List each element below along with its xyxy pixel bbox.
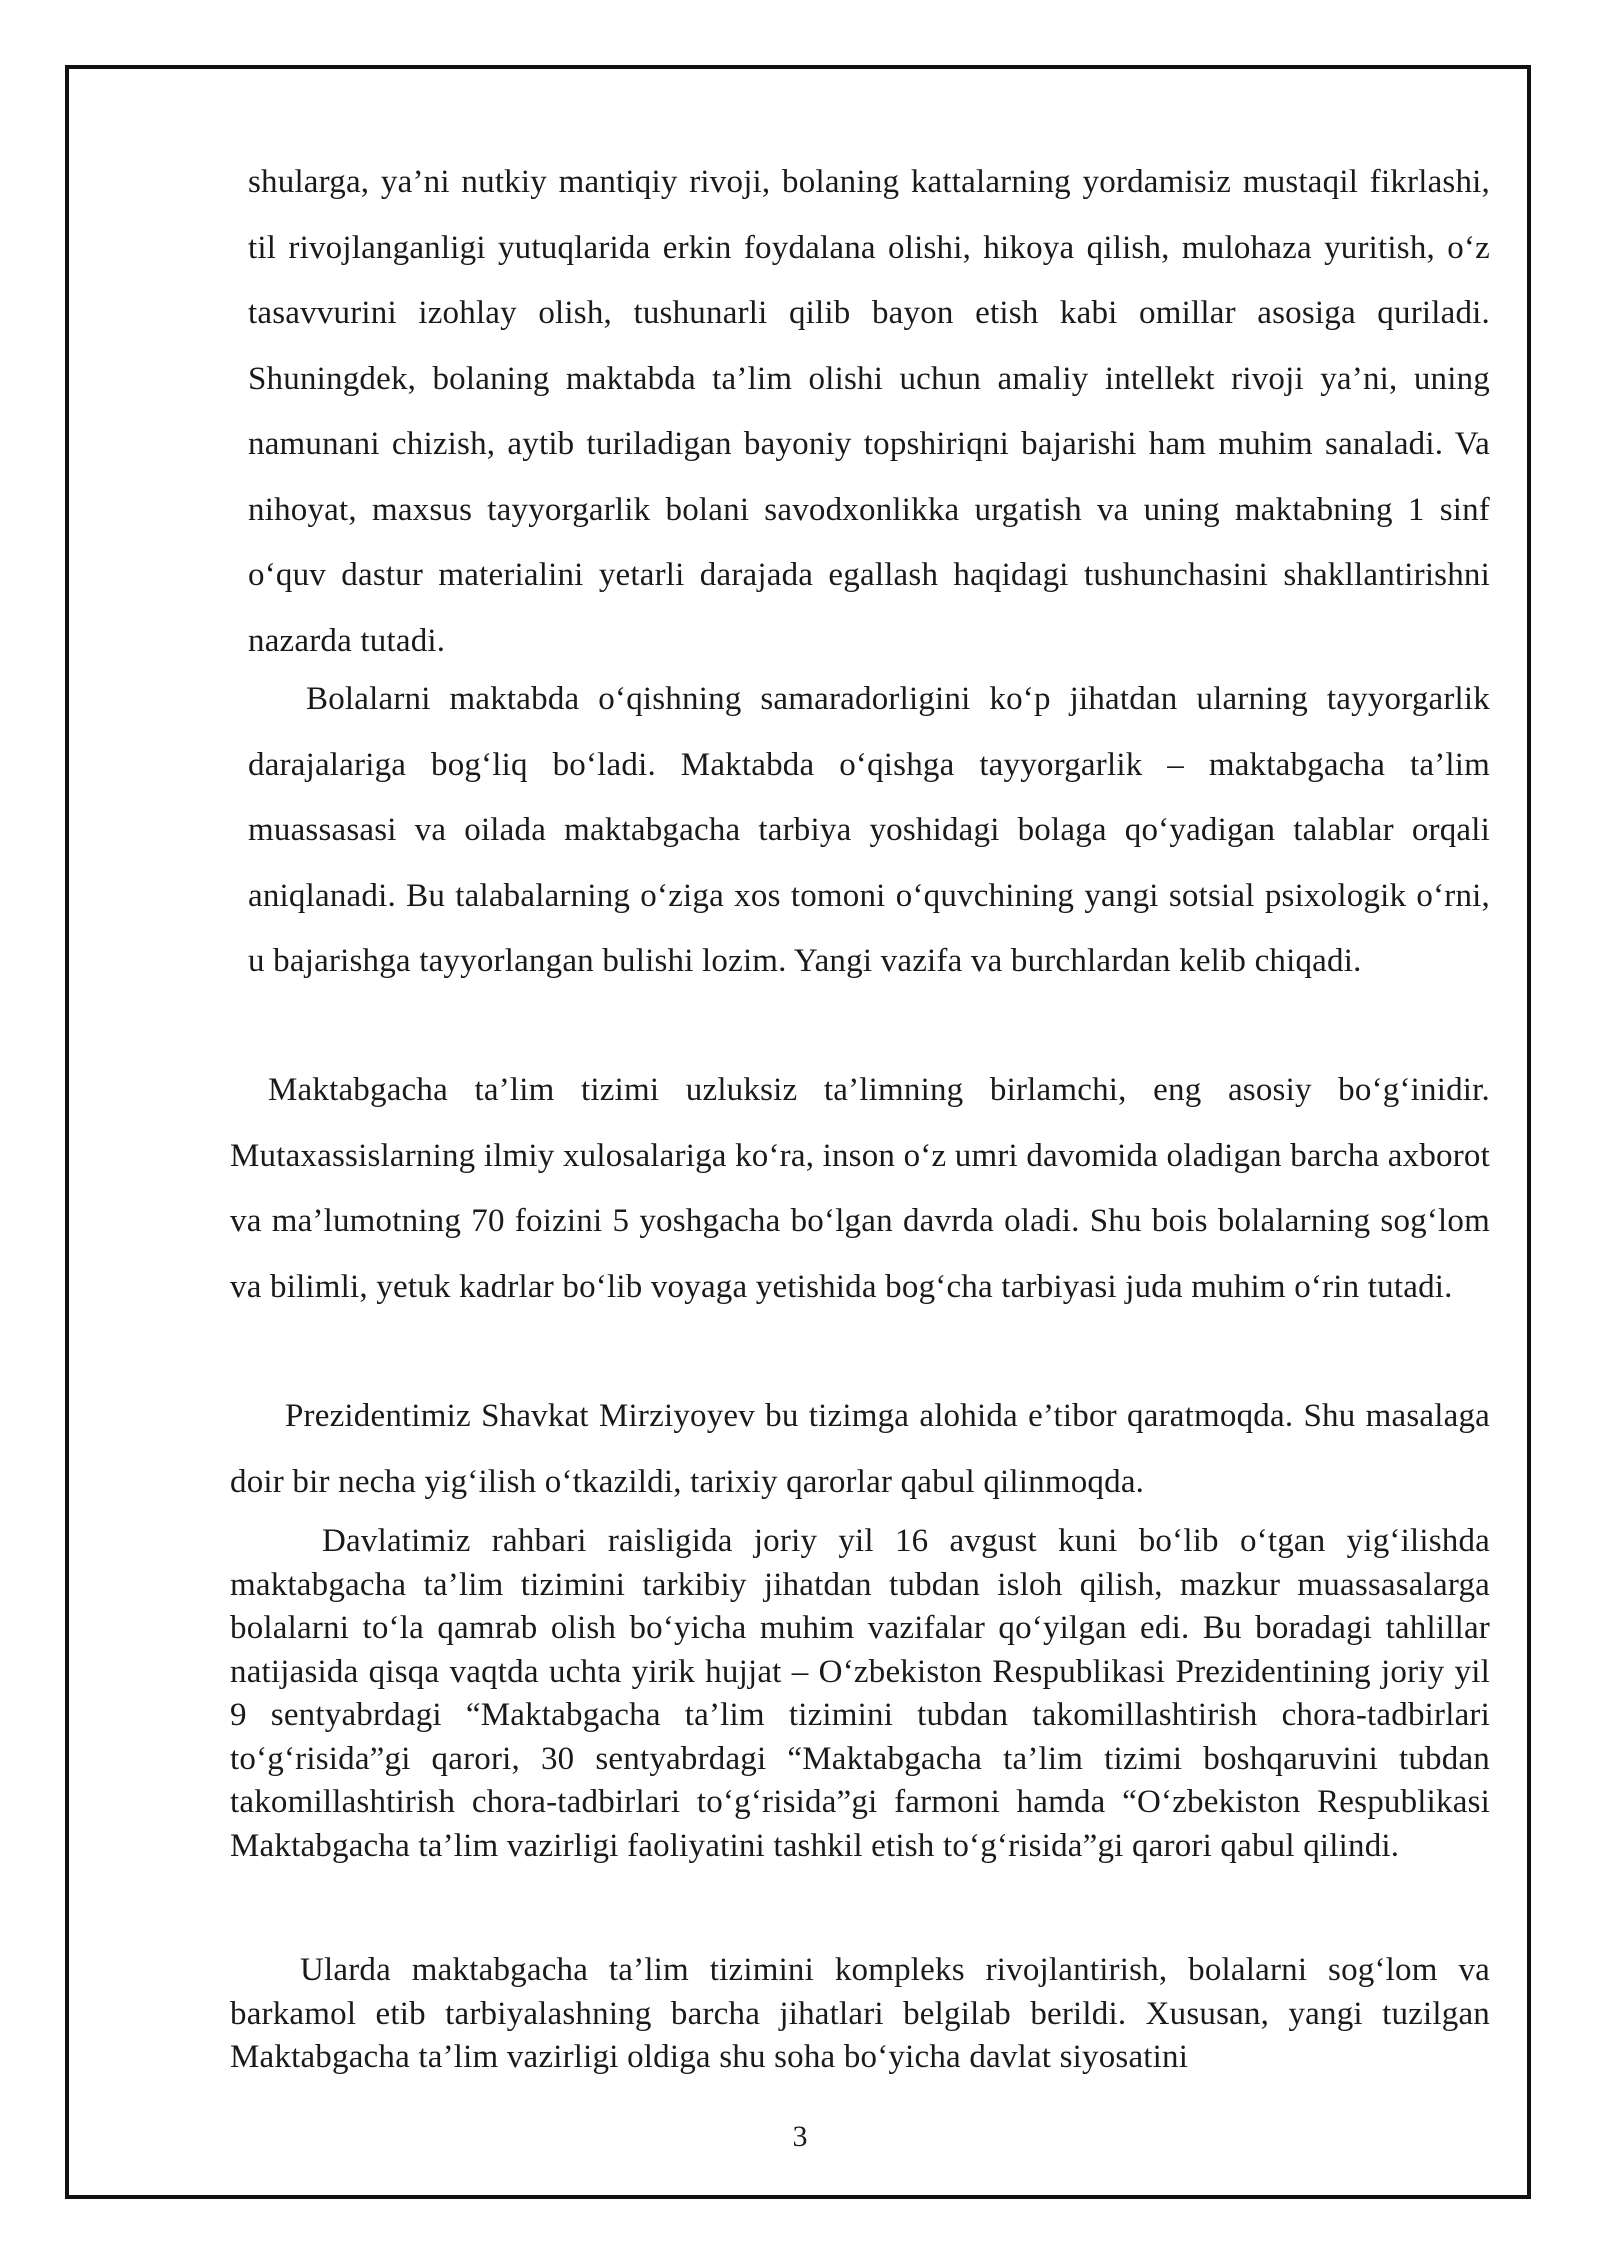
paragraph-5: Davlatimiz rahbari raisligida joriy yil 16 avgust kuni bo‘lib o‘tgan yig‘ilishda maktabgacha ta’lim tizimini tarkibiy jihatdan tubdan isloh qilish, mazkur muassasalarga bolalarni to‘la qamrab olish bo‘yicha muhim vazifalar qo‘yilgan edi. Bu boradagi tahlillar natijasida qisqa vaqtda uchta yirik hujjat – O‘zbekiston Respublikasi Prezidentining joriy yil 9 sentyabrdagi “Maktabgacha ta’lim tizimini tubdan takomillashtirish chora-tadbirlari to‘g‘risida”gi qarori, 30 sentyabrdagi “Maktabgacha ta’lim tizimi boshqaruvini tubdan takomillashtirish chora-tadbirlari to‘g‘risida”gi farmoni hamda “O‘zbekiston Respublikasi Maktabgacha ta’lim vazirligi faoliyatini tashkil etish to‘g‘risida”gi qarori qabul qilindi. <box>230 1523 1490 1864</box>
paragraph-1: shularga, ya’ni nutkiy mantiqiy rivoji, bolaning kattalarning yordamisiz mustaqil fikrlashi, til rivojlanganligi yutuqlarida erkin foydalana olishi, hikoya qilish, mulohaza yuritish, o‘z tasavvurini izohlay olish, tushunarli qilib bayon etish kabi omillar asosiga quriladi. Shuningdek, bolaning maktabda ta’lim olishi uchun amaliy intellekt rivoji ya’ni, uning namunani chizish, aytib turiladigan bayoniy topshiriqni bajarishi ham muhim sanaladi. Va nihoyat, maxsus tayyorgarlik bolani savodxonlikka urgatish va uning maktabning 1 sinf o‘quv dastur materialini yetarli darajada egallash haqidagi tushunchasini shakllantirishni nazarda tutadi. <box>248 164 1490 659</box>
paragraph-4: Prezidentimiz Shavkat Mirziyoyev bu tizimga alohida e’tibor qaratmoqda. Shu masalaga doir bir necha yig‘ilish o‘tkazildi, tarixiy qarorlar qabul qilinmoqda. <box>230 1398 1490 1500</box>
paragraph-3: Maktabgacha ta’lim tizimi uzluksiz ta’limning birlamchi, eng asosiy bo‘g‘inidir. Mutaxassislarning ilmiy xulosalariga ko‘ra, inson o‘z umri davomida oladigan barcha axborot va ma’lumotning 70 foizini 5 yoshgacha bo‘lgan davrda oladi. Shu bois bolalarning sog‘lom va bilimli, yetuk kadrlar bo‘lib voyaga yetishida bog‘cha tarbiyasi juda muhim o‘rin tutadi. <box>230 1072 1490 1305</box>
paragraph-2: Bolalarni maktabda o‘qishning samaradorligini ko‘p jihatdan ularning tayyorgarlik darajalariga bog‘liq bo‘ladi. Maktabda o‘qishga tayyorgarlik – maktabgacha ta’lim muassasasi va oilada maktabgacha tarbiya yoshidagi bolaga qo‘yadigan talablar orqali aniqlanadi. Bu talabalarning o‘ziga xos tomoni o‘quvchining yangi sotsial psixologik o‘rni, u bajarishga tayyorlangan bulishi lozim. Yangi vazifa va burchlardan kelib chiqadi. <box>248 681 1490 979</box>
paragraph-6: Ularda maktabgacha ta’lim tizimini kompleks rivojlantirish, bolalarni sog‘lom va barkamol etib tarbiyalashning barcha jihatlari belgilab berildi. Xususan, yangi tuzilgan Maktabgacha ta’lim vazirligi oldiga shu soha bo‘yicha davlat siyosatini <box>230 1952 1490 2075</box>
page-number: 3 <box>792 2120 808 2153</box>
